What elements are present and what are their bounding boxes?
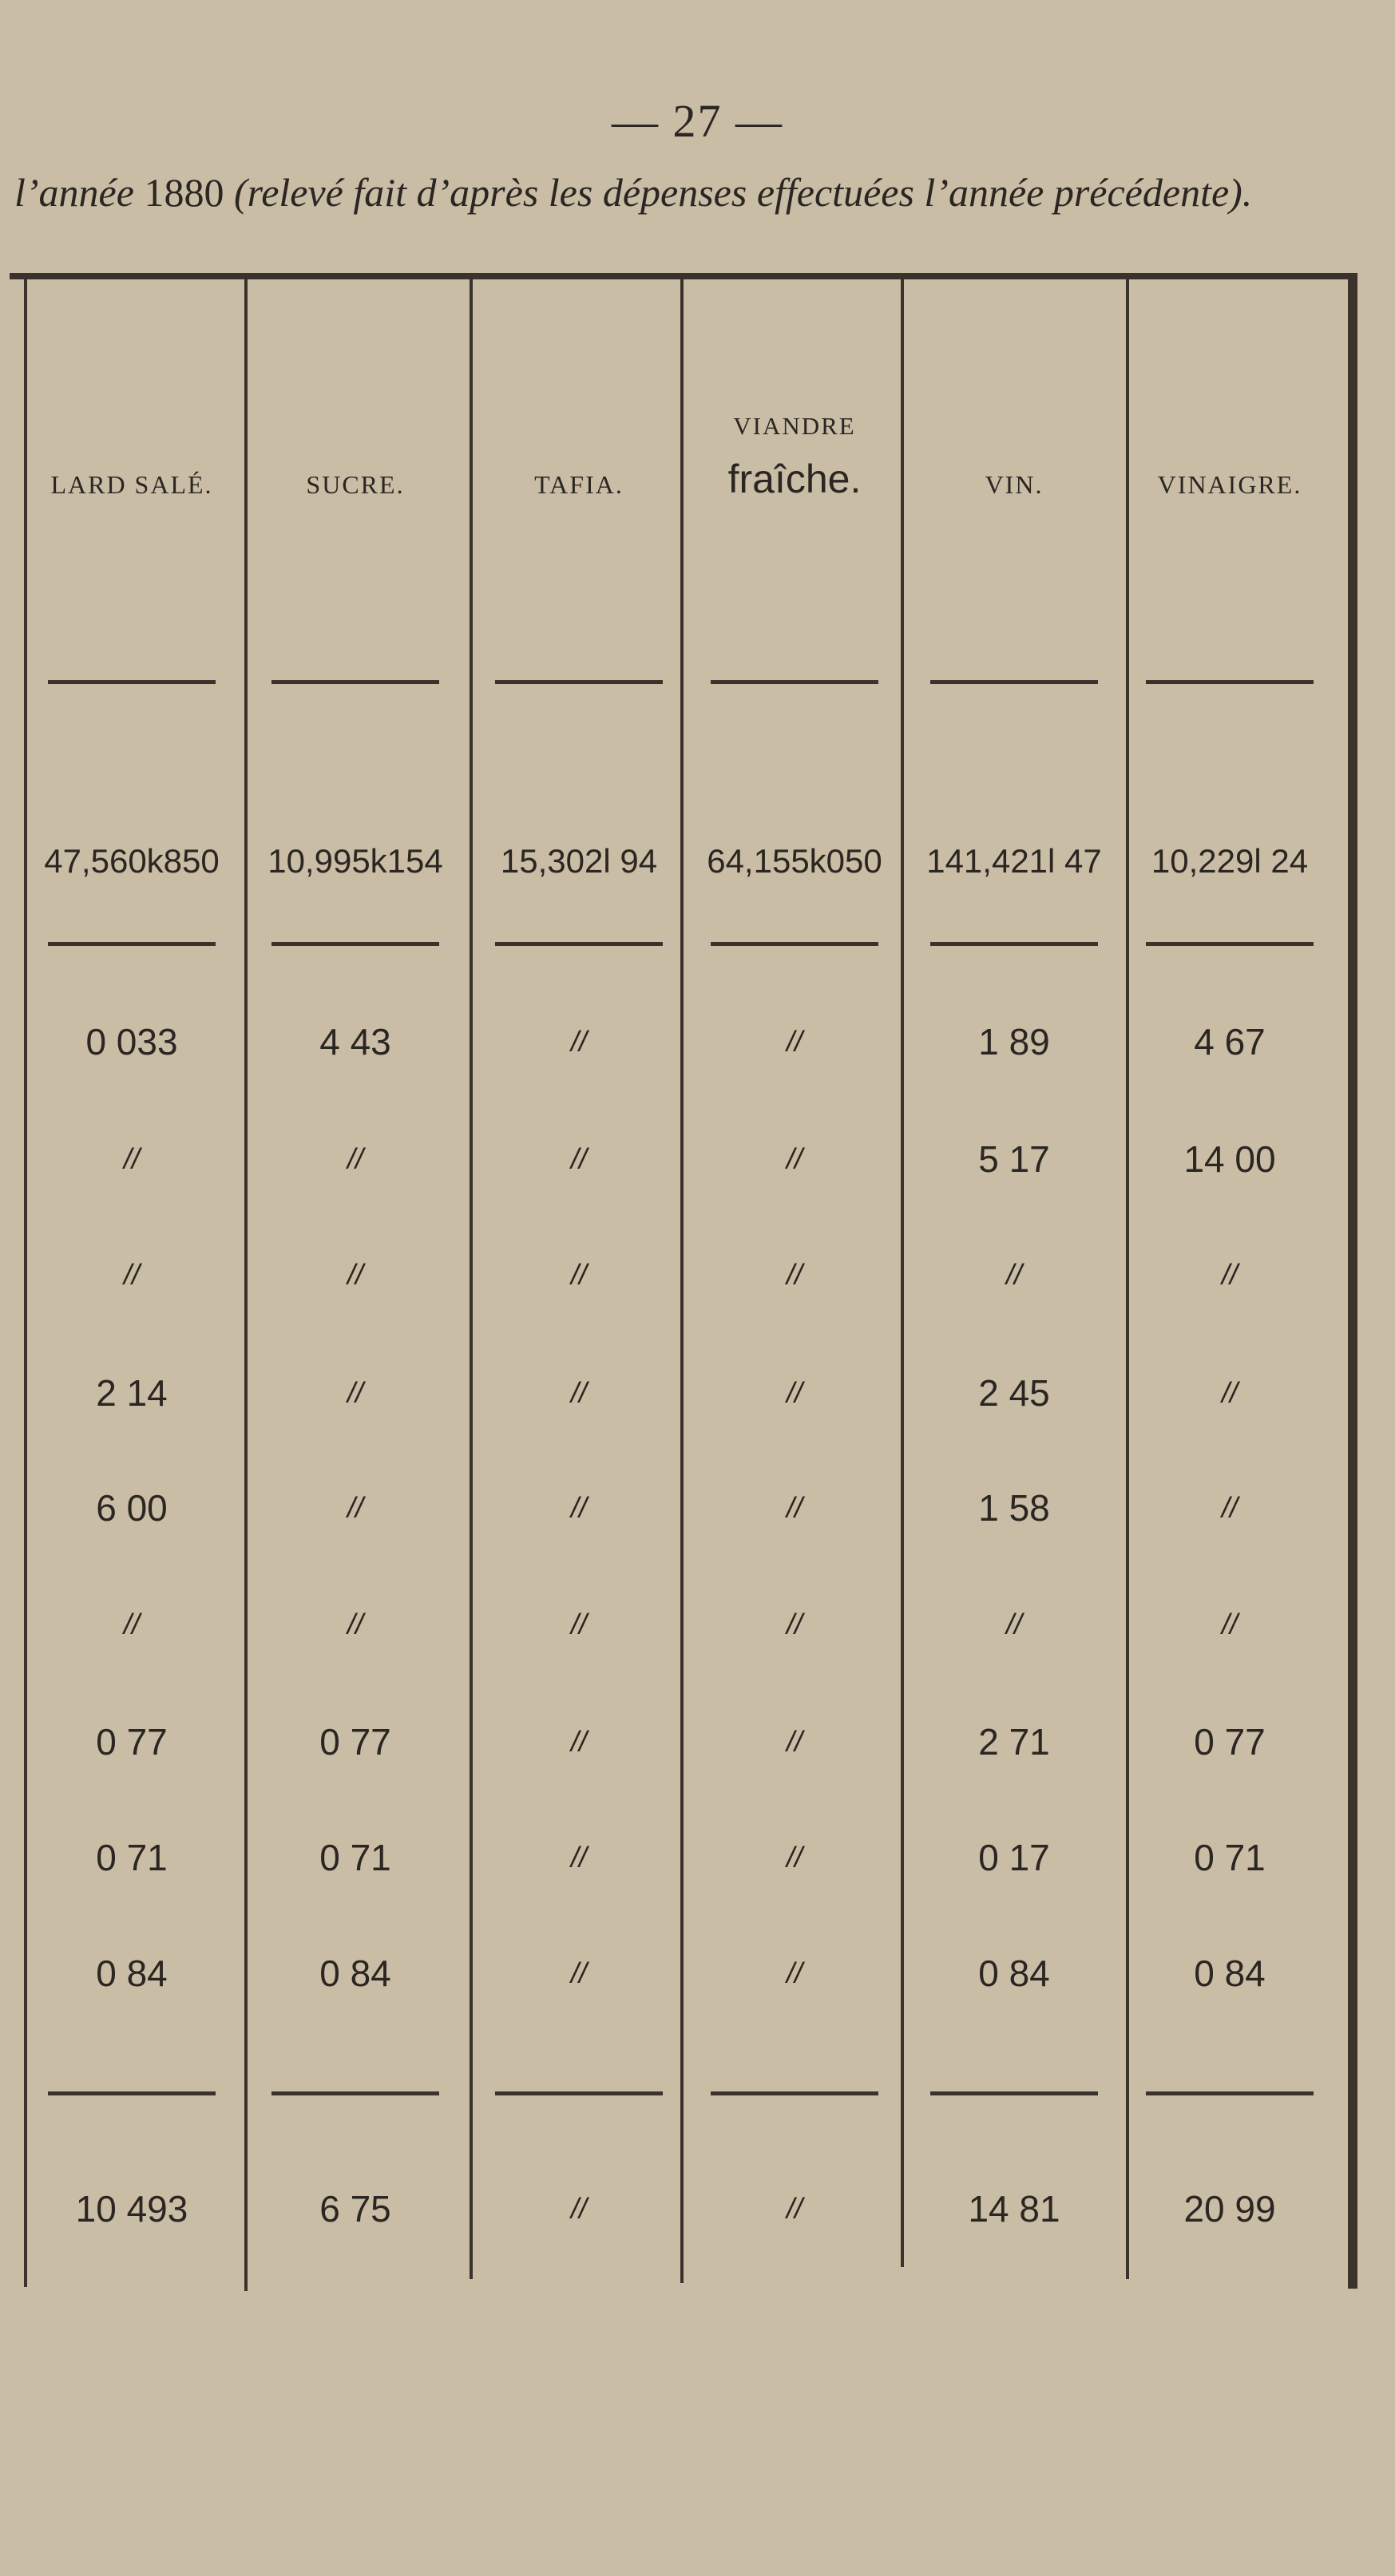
table-cell: 5 17 bbox=[978, 1138, 1050, 1180]
header-separator bbox=[930, 680, 1098, 684]
table-cell: // bbox=[786, 1608, 803, 1640]
table-cell: 0 84 bbox=[319, 1953, 391, 1994]
page-header bbox=[14, 169, 1388, 216]
table-cell: // bbox=[570, 1258, 587, 1291]
table-cell: // bbox=[1221, 1491, 1238, 1524]
table-cell: // bbox=[1005, 1608, 1022, 1640]
header-separator bbox=[495, 680, 663, 684]
table-cell: 14 00 bbox=[1183, 1138, 1276, 1180]
table-cell: // bbox=[347, 1376, 363, 1409]
total-value: 10,229l 24 bbox=[1151, 842, 1309, 880]
table-cell: 0 84 bbox=[978, 1953, 1050, 1994]
table-cell: // bbox=[347, 1491, 363, 1524]
totals-separator bbox=[271, 942, 439, 946]
table-cell: // bbox=[123, 1142, 140, 1175]
table-cell: 2 45 bbox=[978, 1372, 1050, 1414]
final-value: 20 99 bbox=[1183, 2188, 1276, 2230]
total-value: 15,302l 94 bbox=[500, 842, 658, 880]
table-cell: // bbox=[1221, 1376, 1238, 1409]
total-value: 141,421l 47 bbox=[926, 842, 1102, 880]
table-cell: // bbox=[347, 1608, 363, 1640]
table-top-rule bbox=[10, 273, 1357, 279]
column-header bbox=[687, 411, 902, 503]
table-cell: // bbox=[1005, 1258, 1022, 1291]
header-separator bbox=[1146, 680, 1314, 684]
final-separator bbox=[711, 2091, 878, 2095]
table-cell: 4 43 bbox=[319, 1021, 391, 1062]
table-cell: 4 67 bbox=[1194, 1021, 1266, 1062]
final-separator bbox=[271, 2091, 439, 2095]
table-cell: 0 84 bbox=[96, 1953, 168, 1994]
table-cell: 0 77 bbox=[96, 1721, 168, 1763]
table-cell: 0 17 bbox=[978, 1837, 1050, 1878]
table-cell: 2 14 bbox=[96, 1372, 168, 1414]
header-note: (relevé fait d’après les dépenses effectuées l’année précédente). bbox=[233, 170, 1253, 215]
table-cell: 0 033 bbox=[85, 1021, 178, 1062]
table-cell: // bbox=[786, 1025, 803, 1058]
table-cell: // bbox=[786, 1957, 803, 1989]
table-cell: // bbox=[570, 1376, 587, 1409]
table-cell: 0 71 bbox=[96, 1837, 168, 1878]
table-cell: // bbox=[570, 1957, 587, 1989]
header-separator bbox=[271, 680, 439, 684]
table-cell: 2 71 bbox=[978, 1721, 1050, 1763]
final-separator bbox=[495, 2091, 663, 2095]
total-value: 10,995k154 bbox=[268, 842, 443, 880]
table-cell: // bbox=[570, 1608, 587, 1640]
table-cell: // bbox=[1221, 1608, 1238, 1640]
table-cell: // bbox=[347, 1258, 363, 1291]
table-cell: 0 77 bbox=[319, 1721, 391, 1763]
final-separator bbox=[48, 2091, 216, 2095]
table-cell: 6 00 bbox=[96, 1487, 168, 1529]
totals-separator bbox=[711, 942, 878, 946]
table-cell: // bbox=[570, 1841, 587, 1874]
table-cell: // bbox=[786, 1491, 803, 1524]
column-header-sublabel: fraîche. bbox=[727, 457, 862, 502]
table-cell: // bbox=[1221, 1258, 1238, 1291]
table-right-border bbox=[1348, 273, 1357, 2289]
final-value: 6 75 bbox=[319, 2188, 391, 2230]
table-cell: // bbox=[123, 1258, 140, 1291]
final-separator bbox=[1146, 2091, 1314, 2095]
table-cell: // bbox=[570, 1491, 587, 1524]
final-value: 10 493 bbox=[75, 2188, 188, 2230]
table-cell: // bbox=[786, 1725, 803, 1758]
column-header: TAFIA. bbox=[534, 470, 624, 499]
total-value: 47,560k850 bbox=[44, 842, 220, 880]
final-value: // bbox=[570, 2192, 587, 2225]
header-year: 1880 bbox=[144, 170, 224, 215]
column-header: LARD SALÉ. bbox=[50, 470, 213, 499]
column-header-label: VIANDRE bbox=[733, 412, 856, 440]
totals-separator bbox=[1146, 942, 1314, 946]
column-header: VIN. bbox=[985, 470, 1044, 499]
table-cell: 0 71 bbox=[1194, 1837, 1266, 1878]
table-cell: // bbox=[786, 1376, 803, 1409]
table-cell: // bbox=[347, 1142, 363, 1175]
table-cell: 1 89 bbox=[978, 1021, 1050, 1062]
table-cell: 0 77 bbox=[1194, 1721, 1266, 1763]
final-separator bbox=[930, 2091, 1098, 2095]
totals-separator bbox=[930, 942, 1098, 946]
header-separator bbox=[711, 680, 878, 684]
totals-separator bbox=[48, 942, 216, 946]
final-value: // bbox=[786, 2192, 803, 2225]
table-cell: // bbox=[123, 1608, 140, 1640]
total-value: 64,155k050 bbox=[707, 842, 882, 880]
header-prefix: l’année bbox=[14, 170, 134, 215]
table-cell: // bbox=[570, 1725, 587, 1758]
totals-separator bbox=[495, 942, 663, 946]
table-cell: // bbox=[786, 1841, 803, 1874]
table-cell: // bbox=[570, 1025, 587, 1058]
table-cell: // bbox=[786, 1258, 803, 1291]
table-cell: // bbox=[786, 1142, 803, 1175]
table-cell: 0 71 bbox=[319, 1837, 391, 1878]
table-cell: 1 58 bbox=[978, 1487, 1050, 1529]
table-cell: 0 84 bbox=[1194, 1953, 1266, 1994]
column-header: SUCRE. bbox=[306, 470, 405, 499]
header-separator bbox=[48, 680, 216, 684]
table-cell: // bbox=[570, 1142, 587, 1175]
page-number: — 27 — bbox=[612, 95, 783, 147]
final-value: 14 81 bbox=[968, 2188, 1060, 2230]
column-header: VINAIGRE. bbox=[1157, 470, 1302, 499]
